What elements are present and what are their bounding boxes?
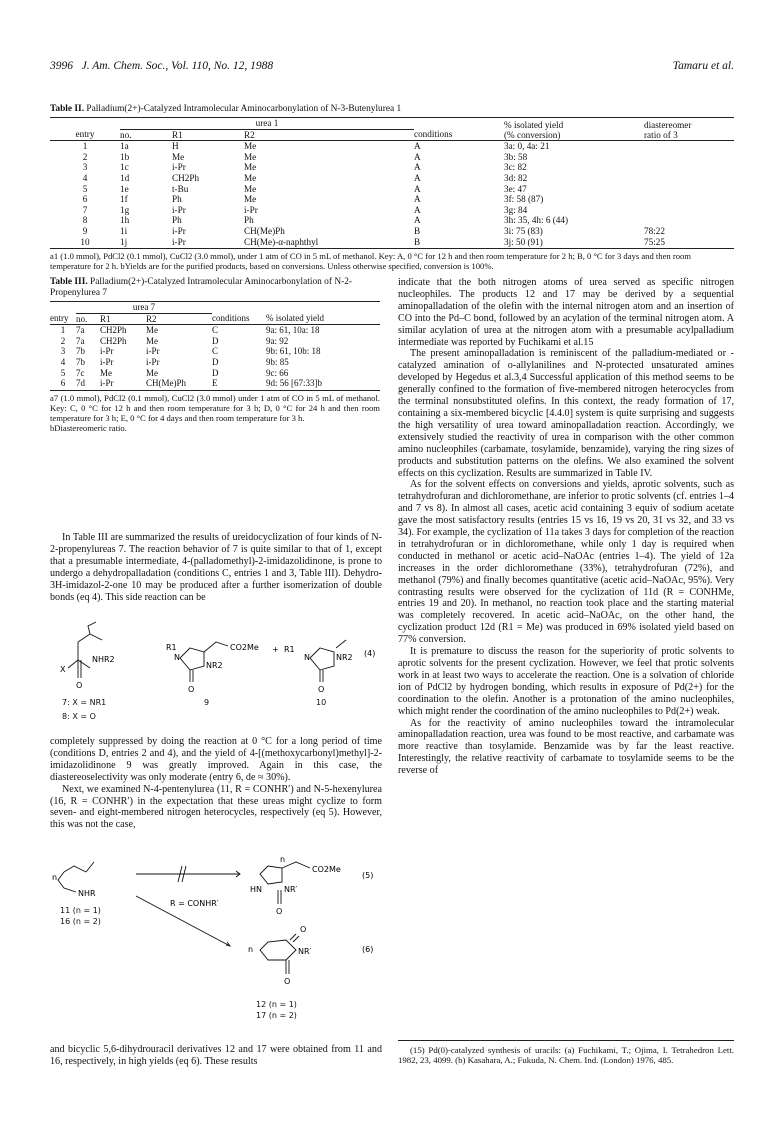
t2-cell: 1a [120,141,129,152]
t2-row [50,152,734,163]
t2-cell: 1 [82,141,88,152]
t3-cell: 7a [76,325,85,336]
t3-cell: Me [146,335,158,346]
eq5-hn: HN [250,885,262,894]
table-2-caption [50,104,734,115]
t2-cell: CH(Me)Ph [244,225,285,236]
t2-cell: A [414,141,421,152]
t2-row [50,215,734,226]
t3-cell: 7b [76,346,85,357]
t3-cell: 9d: 56 [67:33]b [266,378,322,389]
t3-cell: CH2Ph [100,325,127,336]
table-3-title: Palladium(2+)-Catalyzed Intramolecular Aminocarbonylation of N-2-Propenylurea 7 [50,277,353,298]
t3-cell: D [212,367,219,378]
t3-cell: Me [100,367,112,378]
eq6-o-top: O [300,925,307,934]
table-3 [50,277,380,434]
eq6-number: (6) [362,945,374,954]
t2-row [50,237,734,248]
table-3-footnote [50,390,380,434]
t2-cell: i-Pr [172,204,186,215]
t3-cell: i-Pr [100,346,114,357]
t3-cell: Me [146,367,158,378]
t2-row [50,194,734,205]
paragraph: As for the reactivity of amino nucleophiles toward the intramolecular aminopalladation reaction, urea was found to be most reactive, and carbamate was more reactive than tosylamide. Benzamide was by far the least reactive. Interestingly, the relative reactivity of carbamate to tosylamide seems to be the reverse of [398,717,734,777]
t2-cell: A [414,172,421,183]
t2-cell: A [414,215,421,226]
label-11: 11 (n = 1) [60,906,101,915]
paragraph: indicate that the both nitrogen atoms of urea served as specific nitrogen nucleophiles. The products 12 and 17 may be derived by a sequential aminopalladation of the olefin with the internal nitrogen atom and an insertion of CO into the Pd–C bond, followed by an acylation of the terminal nitrogen atom. A similar acylation of urea at the nitrogen atom with a presumable acylpalladium intermediate was reported by Fuchikami et al.15 [398,277,734,348]
table-2-cond-header: conditions [414,129,453,140]
scheme-eq4 [50,620,382,700]
eq4-labels [62,698,342,728]
paragraph: and bicyclic 5,6-dihydrouracil derivatives 12 and 17 were obtained from 11 and 16, respectively, in high yields (eq 6). These results [50,1044,382,1067]
t2-cell: 3g: 84 [504,204,528,215]
t2-cell [644,162,734,173]
label-10: 10 [316,698,327,707]
t2-cell: A [414,162,421,173]
table-3-label: Table III. [50,277,88,287]
t2-cell [644,184,734,195]
label-12: 12 (n = 1) [256,1000,297,1009]
t2-cell: B [414,225,421,236]
eq6-o-bottom: O [284,977,291,986]
t3-cell: E [212,378,218,389]
t2-cell: 3a: 0, 4a: 21 [504,141,550,152]
t2-cell: 3f: 58 (87) [504,194,544,205]
t2-cell: 78:22 [644,225,665,236]
t3-cell: 9b: 85 [266,356,289,367]
t3-cell: 7d [76,378,85,389]
label-9: 9 [204,698,210,707]
table-2-r1-header: R1 [172,129,244,141]
eq5-r-def: R = CONHR′ [170,899,219,908]
paragraph: completely suppressed by doing the reaction at 0 °C for a long period of time (conditions D, entries 2 and 4), and the yield of 4-[(methoxycarbonyl)methyl]-2-imidazolidinone 9 was greatly improved. Again in this case, the diastereoselectivity was only moderate (entry 6, de ≈ 30%). [50,736,382,783]
t3-row [50,368,380,379]
t2-row [50,141,734,152]
t2-cell: Me [244,183,257,194]
table-3-footnote-b: bDiastereomeric ratio. [50,423,127,434]
eq6-nr: NR′ [298,947,312,956]
t3-cell: 3 [60,346,66,357]
table-2-ratio-header: ratio of 3 [644,130,678,141]
t2-cell: 1b [120,151,130,162]
table-3-footnote-a: a7 (1.0 mmol), PdCl2 (0.1 mmol), CuCl2 (3.0 mmol) under 1 atm of CO in 5 mL of methanol. Key: C, 0 °C for 12 h and then room temperature for 3 h; D, 0 °C for 24 h and then room temperature for 3 h; E, 0 °C for 4 days and then room temperature for 3 h. [50,392,380,424]
paragraph: The present aminopalladation is reminiscent of the palladium-mediated or -catalyzed amination of o-allylanilines and N-protected unsaturated amines developed by Hegedus et al.3,4 Successful application of this method seems to be generally confined to the formation of five-membered nitrogen heterocycles from the terminal nonsubstituted olefins. In this context, the ready formation of 17, containing a six-membered bicyclic [4.4.0] system is quite surprising and suggests the high versatility of urea toward aminopalladation reaction. Accordingly, we extensively studied the reactivity of urea in comparison with the other common amino nucleophiles (carbamate, tosylamide, benzamide), varying the ring sizes of products and substitution patterns on the olefins. We also examined the solvent effects on this cyclization. Results are summarized in Table IV. [398,348,734,479]
t3-cell: C [212,325,219,336]
t2-row [50,162,734,173]
table-3-no-header: no. [76,313,100,325]
t3-cell: 2 [60,335,66,346]
t2-row [50,173,734,184]
table-2-group-header: urea 1 [255,118,279,128]
t3-cell: 1 [60,325,66,336]
eq5-nr: NR′ [284,885,298,894]
t2-cell [644,215,734,226]
t3-cell: i-Pr [146,356,160,367]
t2-cell: 2 [82,151,88,162]
table-2-diast-header: diastereomer [644,120,692,131]
table-2-yield-header: % isolated yield [504,120,564,131]
table-2-label: Table II. [50,104,85,114]
t3-row [50,378,380,389]
table-3-yield-header: % isolated yield [266,313,324,324]
t3-cell: 7b [76,356,85,367]
table-3-caption [50,277,380,299]
label-16: 16 (n = 2) [60,917,101,926]
eq5-labels [60,906,160,936]
t2-cell: A [414,183,421,194]
t2-cell: i-Pr [172,225,186,236]
table-3-entry-header: entry [50,313,69,324]
eq4-r1-mid: R1 [166,643,177,652]
table-2-r2-header: R2 [244,129,414,141]
paragraph: As for the solvent effects on conversions and yields, aprotic solvents, such as tetrahydrofuran and dichloromethane, are inferior to protic solvents (cf. entries 1–4 and 7 vs 8). In almost all cases, acetic acid containing 3 equiv of sodium acetate gave the most satisfactory results (entries 15 vs 16, 19 vs 20, 31 vs 32, and 33 vs 34). For example, the cyclization of 11a takes 3 days for completion of the reaction in tetrahydrofuran or in dichloromethane, while only 1 day is required when conducted in methanol or acetic acid–NaOAc (entries 1–4). The yield of 12a increases in the order dichloromethane (33%), tetrahydrofuran (72%), and methanol (79%) and finally becomes quantitative (acetic acid–NaOAc, 95%). Very contrasting results were observed for the cyclization of 11d (R = CONHMe, entries 19 and 20). In methanol, no reaction took place and the starting material was completely recovered. In acetic acid–NaOAc, on the other hand, the cyclization product 12d (R1 = Me) was produced in 69% isolated yield based on 77% conversion. [398,479,734,646]
t2-cell: i-Pr [244,204,258,215]
reference-15: (15) Pd(0)-catalyzed synthesis of uracils: (a) Fuchikami, T.; Ojima, I. Tetrahedron Lett. 1982, 23, 4099. (b) Kasahara, A.; Fukuda, N. Chem. Ind. (London) 1976, 485. [398,1045,734,1066]
t3-cell: CH2Ph [100,335,127,346]
t2-cell: 3e: 47 [504,183,527,194]
t2-row [50,184,734,195]
t2-cell: 10 [80,236,90,247]
t3-cell: D [212,356,219,367]
t3-cell: D [212,335,219,346]
t2-cell: 3i: 75 (83) [504,225,543,236]
eq6-labels [256,1000,356,1030]
table-2 [50,104,734,272]
t2-cell: Me [244,151,257,162]
table-3-grid [50,301,380,389]
t2-cell: Ph [244,215,254,226]
table-3-r2-header: R2 [146,313,212,325]
t3-row [50,357,380,368]
t2-cell: 8 [82,215,88,226]
label-8: 8: X = O [62,712,96,721]
t2-row [50,205,734,216]
eq4-nhr2: NHR2 [92,655,115,664]
eq4-number: (4) [364,649,376,658]
t3-cell: CH(Me)Ph [146,378,186,389]
t2-cell: CH2Ph [172,172,200,183]
t2-cell: 1e [120,183,129,194]
eq5-co2me: CO2Me [312,865,341,874]
t2-cell: H [172,141,179,152]
t2-cell: 3d: 82 [504,172,528,183]
t2-cell: Ph [172,215,182,226]
t3-cell: i-Pr [100,356,114,367]
left-column-top [50,532,382,603]
eq4-n-mid: N [174,653,180,662]
t2-cell: 1g [120,204,130,215]
table-2-title: Palladium(2+)-Catalyzed Intramolecular Aminocarbonylation of N-3-Butenylurea 1 [86,104,402,114]
references [398,1040,734,1066]
t3-cell: 9a: 92 [266,335,289,346]
t2-cell: Me [244,194,257,205]
eq4-co2me: CO2Me [230,643,259,652]
t2-cell: i-Pr [172,236,186,247]
t3-cell: C [212,346,219,357]
t2-cell: 1h [120,215,130,226]
right-column [398,277,734,777]
t2-cell: 3h: 35, 4h: 6 (44) [504,215,569,226]
table-3-group-header: urea 7 [132,302,156,312]
t3-row [50,346,380,357]
t3-cell: i-Pr [146,346,160,357]
t2-cell [644,141,734,152]
eq4-r1-right: R1 [284,645,295,654]
paragraph: Next, we examined N-4-pentenylurea (11, R = CONHR′) and N-5-hexenylurea (16, R = CONHR′) in the expectation that these ureas might cyclize to form seven- and eight-membered nitrogen heterocycles, respectively (eq 5). However, this was not the case, [50,783,382,831]
table-2-conv-header: (% conversion) [504,130,561,141]
t2-cell: 3b: 58 [504,151,528,162]
left-column-mid [50,736,382,831]
t2-cell: Me [244,162,257,173]
t3-cell: 7a [76,335,85,346]
t2-cell: 5 [82,183,88,194]
t3-row [50,336,380,347]
t2-cell: A [414,151,421,162]
t2-cell [644,173,734,184]
t2-cell: 4 [82,172,88,183]
t2-cell: t-Bu [172,183,189,194]
t2-cell: 9 [82,225,88,236]
t2-cell: Me [172,151,185,162]
t3-cell: 9c: 66 [266,367,289,378]
t2-cell: B [414,236,421,247]
t2-cell: 1d [120,172,130,183]
eq6-n-sub: n [248,945,254,954]
t3-cell: i-Pr [100,378,114,389]
eq5-nhr: NHR [78,889,96,898]
eq4-nr2-mid: NR2 [206,661,223,670]
t2-cell [644,194,734,205]
table-2-grid [50,117,734,247]
paragraph: It is premature to discuss the reason for the superiority of protic solvents to aprotic solvents for the present cyclization. However, we feel that protic solvents work in at least two ways to accelerate the reaction. One is a solvation of chloride ion of PdCl2 by hydrogen bonding, which results in exposure of Pd(2+) for the coordination to the olefin. Another is a protonation of the amino nucleophiles, which might render the coordination of the amino nucleophiles to Pd(2+) weak. [398,646,734,717]
label-17: 17 (n = 2) [256,1011,297,1020]
eq4-n-right: N [304,653,310,662]
eq5-number: (5) [362,871,374,880]
left-column-bottom [50,1044,382,1068]
eq5-o: O [276,907,283,916]
t2-cell: CH(Me)-α-naphthyl [244,236,319,247]
t3-cell: 9a: 61, 10a: 18 [266,325,320,336]
eq4-x: X [60,665,66,674]
t2-cell: 3j: 50 (91) [504,236,543,247]
t2-cell: Ph [172,194,182,205]
t2-cell: Me [244,172,257,183]
table-3-cond-header: conditions [212,313,250,324]
t2-cell [644,152,734,163]
t2-cell: Me [244,141,257,152]
t2-cell [644,205,734,216]
eq5-n-ring: n [280,855,286,864]
eq4-plus: + [272,645,279,654]
t3-cell: 5 [60,367,66,378]
t2-cell: 6 [82,194,88,205]
t2-cell: 1j [120,236,128,247]
eq4-o-mid: O [188,685,195,694]
t2-row [50,226,734,237]
journal-citation: 3996 J. Am. Chem. Soc., Vol. 110, No. 12, 1988 [50,60,274,72]
eq4-o-left: O [76,681,83,690]
eq4-nr2-right: NR2 [336,653,353,662]
t3-cell: Me [146,325,158,336]
paragraph: In Table III are summarized the results of ureidocyclization of four kinds of N-2-propenylureas 7. The reaction behavior of 7 is quite similar to that of 1, except that a presumable intermediate, 4-(palladomethyl)-2-imidazolidinone, is prone to undergo a dehydropalladation (conditions C, entries 1 and 3, Table III). Dehydro-3H-imidazol-2-one 10 may be produced after a further isomerization of double bonds (eq 4). This side reaction can be [50,532,382,603]
eq5-n-sub: n [52,873,58,882]
eq4-o-right: O [318,685,325,694]
t3-cell: 4 [60,356,66,367]
t3-cell: 9b: 61, 10b: 18 [266,346,321,357]
t2-cell: 75:25 [644,236,665,247]
t3-cell: 7c [76,367,85,378]
table-2-entry-header: entry [75,129,95,140]
t2-cell: 1i [120,225,128,236]
author-header: Tamaru et al. [672,60,734,72]
t3-row [50,325,380,336]
table-2-no-header: no. [120,129,172,141]
t2-cell: A [414,204,421,215]
t2-cell: A [414,194,421,205]
label-7: 7: X = NR1 [62,698,107,707]
t2-cell: i-Pr [172,162,186,173]
t3-cell: 6 [60,378,66,389]
t2-cell: 1c [120,162,129,173]
t2-cell: 1f [120,194,128,205]
t2-cell: 7 [82,204,88,215]
table-3-r1-header: R1 [100,313,146,325]
table-2-footnote: a1 (1.0 mmol), PdCl2 (0.1 mmol), CuCl2 (3.0 mmol), under 1 atm of CO in 5 mL of methanol. Key: A, 0 °C for 12 h and then room temperature for 2 h; B, 0 °C for 3 days and then room temperature for 2 h. bYields are for the purified products, based on conversions. Unless otherwise specified, conversion is 100%. [50,248,734,271]
t2-cell: 3c: 82 [504,162,527,173]
t2-cell: 3 [82,162,88,173]
